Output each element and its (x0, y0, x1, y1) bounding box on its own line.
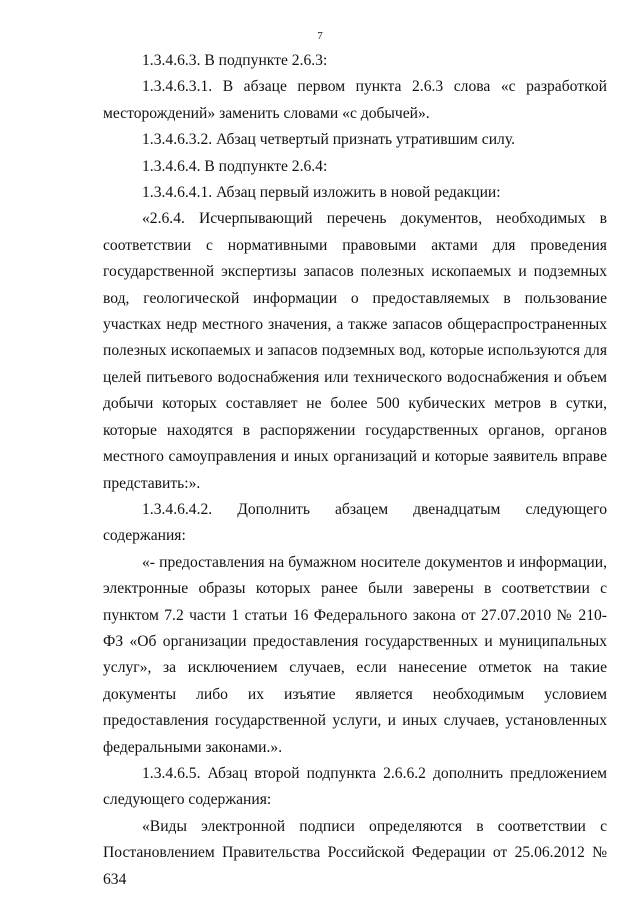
paragraph-1-3-4-6-3-2: 1.3.4.6.3.2. Абзац четвертый признать утратившим силу. (142, 131, 515, 149)
paragraph-1-3-4-6-3-1: 1.3.4.6.3.1. В абзаце первом пункта 2.6.3 слова «с разработкой месторождений» заменить словами «с добычей». (103, 78, 607, 122)
paragraph-1-3-4-6-4-2: 1.3.4.6.4.2. Дополнить абзацем двенадцатым следующего содержания: (103, 500, 607, 545)
paragraph-quote-signature-types: «Виды электронной подписи определяются в соответствии с Постановлением Правительства Российской Федерации от 25.06.2012 № 634 (103, 817, 607, 888)
paragraph-1-3-4-6-5: 1.3.4.6.5. Абзац второй подпункта 2.6.6.2 дополнить предложением следующего содержания: (103, 764, 607, 809)
paragraph-quote-2-6-4: «2.6.4. Исчерпывающий перечень документов, необходимых в соответствии с нормативными правовыми актами для проведения государственной экспертизы запасов полезных ископаемых и подземных вод, геологической информации о предоставляемых в пользование участках недр местного значения, а также запасов общераспространенных полезных ископаемых и запасов подземных вод, которые используются для целей питьевого водоснабжения или технического водоснабжения и объем добычи которых составляет не более 500 кубических метров в сутки, которые находятся в распоряжении государственных органов, органов местного самоуправления и иных организаций и которые заявитель вправе представить:». (103, 210, 607, 492)
paragraph-1-3-4-6-4: 1.3.4.6.4. В подпункте 2.6.4: (142, 157, 328, 175)
document-body (103, 48, 607, 893)
paragraph-quote-paper-documents: «- предоставления на бумажном носителе документов и информации, электронные образы которых ранее были заверены в соответствии с пунктом 7.2 части 1 статьи 16 Федерального закона от 27.07.2010 № 210-ФЗ «Об организации предоставления государственных и муниципальных услуг», за исключением случаев, если нанесение отметок на такие документы либо их изъятие является необходимым условием предоставления государственной услуги, и иных случаев, установленных федеральными законами.». (103, 553, 607, 756)
page-number: 7 (317, 30, 323, 42)
paragraph-1-3-4-6-3: 1.3.4.6.3. В подпункте 2.6.3: (142, 52, 328, 69)
paragraph-1-3-4-6-4-1: 1.3.4.6.4.1. Абзац первый изложить в новой редакции: (142, 184, 501, 202)
